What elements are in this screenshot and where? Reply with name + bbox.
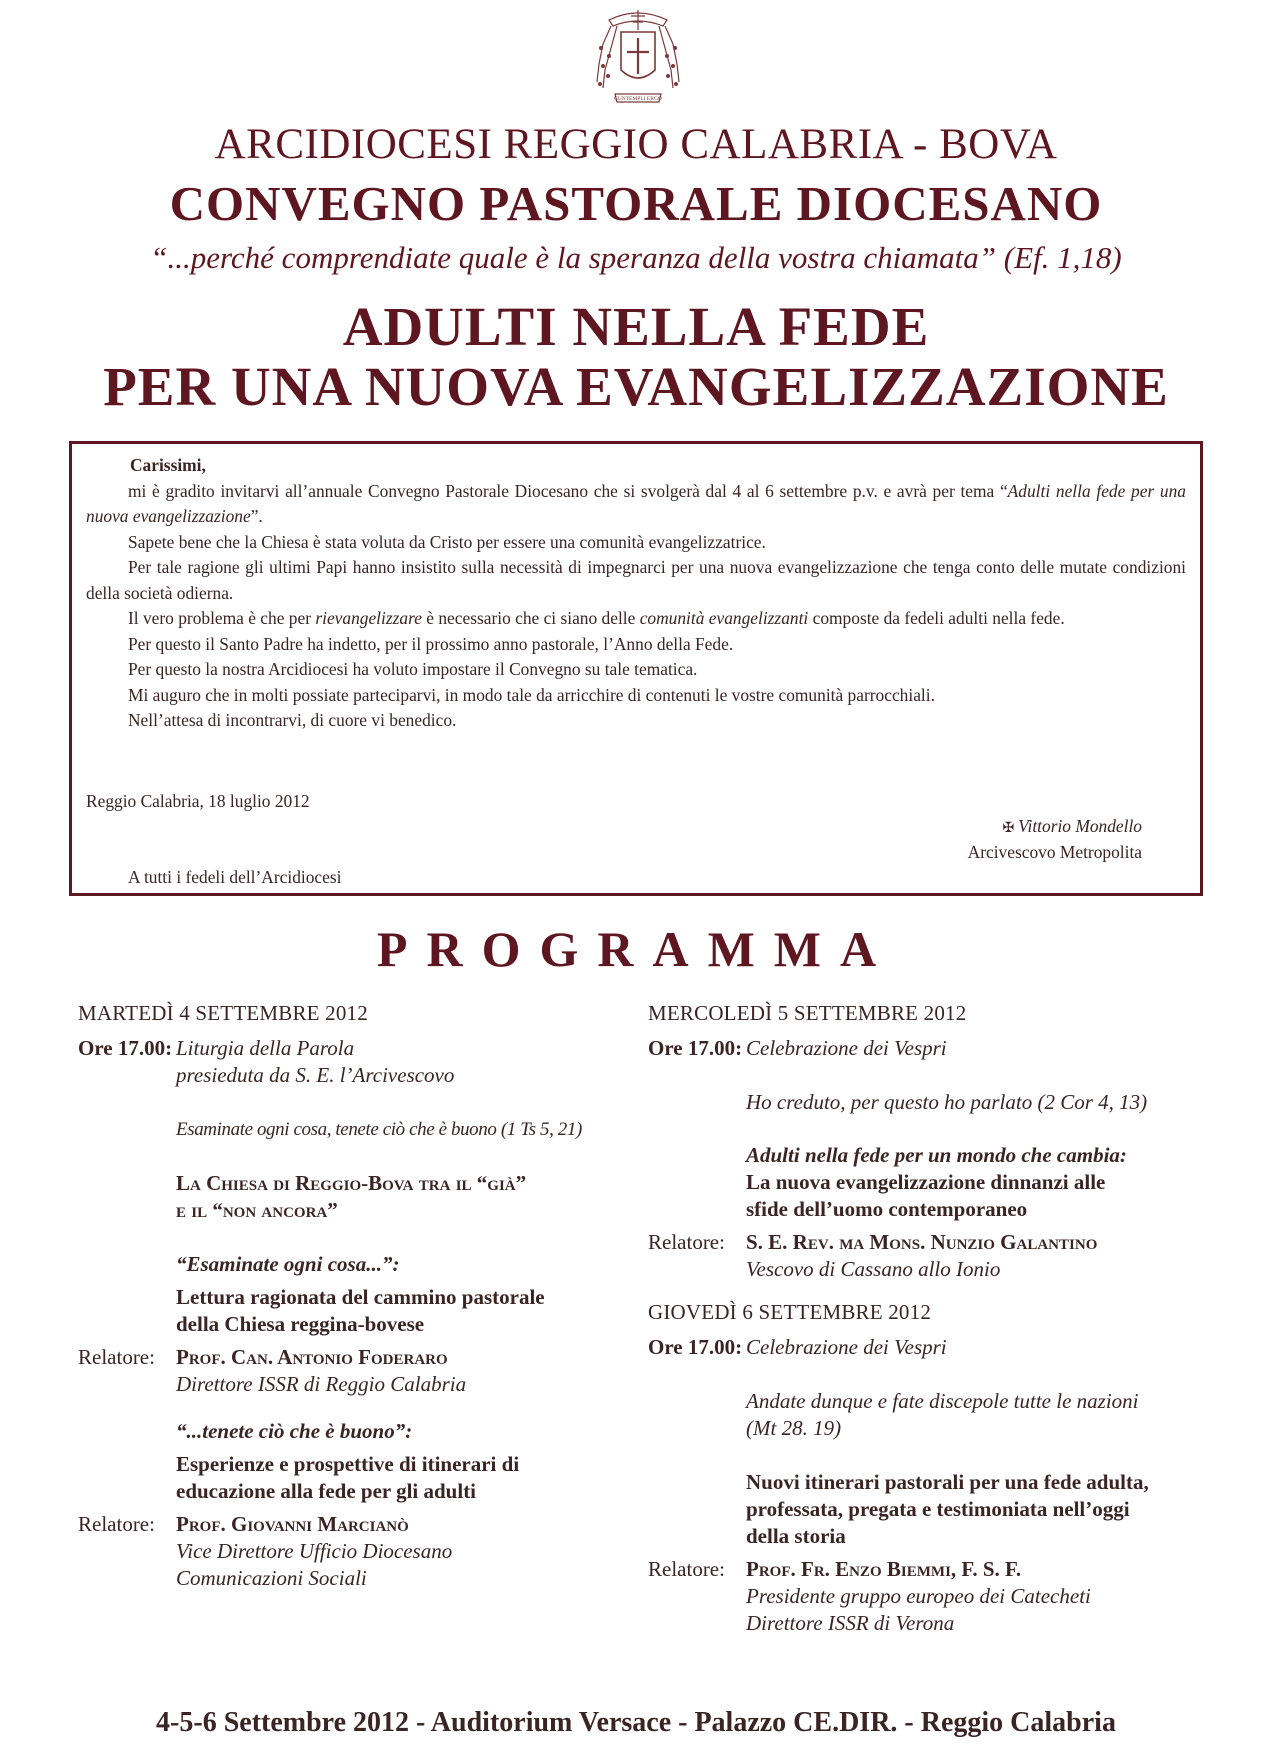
day-heading: GIOVEDÌ 6 SETTEMBRE 2012 xyxy=(648,1300,932,1324)
letter-greeting: Carissimi, xyxy=(130,455,206,475)
speaker-name: Prof. Can. Antonio Foderaro xyxy=(176,1345,448,1369)
speaker-role: Presidente gruppo europeo dei Catecheti xyxy=(746,1584,1091,1608)
vespers-title: Celebrazione dei Vespri xyxy=(746,1036,947,1060)
session-title: “...tenete ciò che è buono”: xyxy=(176,1419,413,1443)
cross-icon: ✠ xyxy=(1002,821,1015,836)
speaker-name: Prof. Giovanni Marcianò xyxy=(176,1512,409,1536)
theme-line: La Chiesa di Reggio-Bova tra il “già” xyxy=(176,1171,527,1195)
bishop-letter xyxy=(69,441,1203,896)
session-title: Adulti nella fede per un mondo che cambia: xyxy=(746,1143,1127,1167)
speaker-role: Direttore ISSR di Verona xyxy=(746,1611,955,1635)
speaker-role: Comunicazioni Sociali xyxy=(176,1566,367,1590)
speaker-label: Relatore: xyxy=(78,1345,155,1369)
speaker-name: Prof. Fr. Enzo Biemmi, F. S. F. xyxy=(746,1557,1022,1581)
speaker-role: Vescovo di Cassano allo Ionio xyxy=(746,1257,1001,1281)
session-line: La nuova evangelizzazione dinnanzi alle xyxy=(746,1170,1106,1194)
verse: (Mt 28. 19) xyxy=(746,1416,842,1440)
theme-line: e il “non ancora” xyxy=(176,1198,338,1222)
liturgy-presider: presieduta da S. E. l’Arcivescovo xyxy=(176,1063,455,1087)
letter-paragraph: Per questo il Santo Padre ha indetto, per il prossimo anno pastorale, l’Anno della Fede. xyxy=(128,633,734,654)
session-line: educazione alla fede per gli adulti xyxy=(176,1479,477,1503)
session-line: Nuovi itinerari pastorali per una fede adulta, xyxy=(746,1470,1149,1494)
time-label: Ore 17.00: xyxy=(78,1036,173,1060)
session-line: professata, pregata e testimoniata nell’oggi xyxy=(746,1497,1130,1521)
speaker-role: Direttore ISSR di Reggio Calabria xyxy=(176,1372,467,1396)
session-line: della Chiesa reggina-bovese xyxy=(176,1312,425,1336)
session-line: della storia xyxy=(746,1524,846,1548)
time-label: Ore 17.00: xyxy=(648,1335,743,1359)
letter-paragraph: Il vero problema è che per rievangelizzare è necessario che ci siano delle comunità evangelizzanti composte da fedeli adulti nella fede. xyxy=(128,608,1065,628)
letter-paragraph: Per tale ragione gli ultimi Papi hanno insistito sulla necessità di impegnarci per una nuova evangelizzazione che tenga conto delle mutate condizioni della società odierna. xyxy=(86,557,1186,603)
event-footer: 4-5-6 Settembre 2012 - Auditorium Versace - Palazzo CE.DIR. - Reggio Calabria xyxy=(156,1707,1116,1738)
vespers-title: Celebrazione dei Vespri xyxy=(746,1335,947,1359)
main-title xyxy=(0,297,1272,417)
letter-paragraph: Sapete bene che la Chiesa è stata voluta da Cristo per essere una comunità evangelizzatrice. xyxy=(128,531,766,552)
signature-name: ✠ Vittorio Mondello xyxy=(1002,816,1142,836)
verse: Ho creduto, per questo ho parlato (2 Cor 4, 13) xyxy=(746,1090,1148,1114)
main-title-line2: PER UNA NUOVA EVANGELIZZAZIONE xyxy=(103,356,1169,417)
day-heading: MERCOLEDÌ 5 SETTEMBRE 2012 xyxy=(648,1001,967,1025)
session-line: Esperienze e prospettive di itinerari di xyxy=(176,1452,520,1476)
programme-day1 xyxy=(78,1000,618,1592)
speaker-label: Relatore: xyxy=(648,1557,725,1581)
verse: Andate dunque e fate discepole tutte le nazioni xyxy=(746,1389,1139,1413)
event-name: CONVEGNO PASTORALE DIOCESANO xyxy=(169,176,1103,231)
diocese-name: ARCIDIOCESI REGGIO CALABRIA - BOVA xyxy=(214,121,1058,168)
liturgy-title: Liturgia della Parola xyxy=(176,1036,355,1060)
programme-day2-day3 xyxy=(648,1000,1208,1637)
letter-paragraph: Per questo la nostra Arcidiocesi ha voluto impostare il Convegno su tale tematica. xyxy=(128,659,698,679)
episcopal-coat-of-arms-icon xyxy=(589,4,687,106)
session-title: “Esaminate ogni cosa...”: xyxy=(176,1252,400,1276)
speaker-name: S. E. Rev. ma Mons. Nunzio Galantino xyxy=(746,1230,1098,1254)
crest-motto: CUNTEMPLI ERGO xyxy=(614,96,662,102)
letter-paragraph: mi è gradito invitarvi all’annuale Convegno Pastorale Diocesano che si svolgerà dal 4 al 6 settembre p.v. e avrà per tema “Adulti nella fede per una nuova evangelizzazione”. xyxy=(86,480,1186,526)
speaker-role: Vice Direttore Ufficio Diocesano xyxy=(176,1539,453,1563)
letter-paragraph: Nell’attesa di incontrarvi, di cuore vi benedico. xyxy=(128,710,457,730)
verse: Esaminate ogni cosa, tenete ciò che è buono (1 Ts 5, 21) xyxy=(176,1119,582,1140)
scripture-quote: “...perché comprendiate quale è la speranza della vostra chiamata” (Ef. 1,18) xyxy=(150,240,1122,275)
letter-addressee: A tutti i fedeli dell’Arcidiocesi xyxy=(128,867,342,887)
main-title-line1: ADULTI NELLA FEDE xyxy=(342,296,930,357)
day-heading: MARTEDÌ 4 SETTEMBRE 2012 xyxy=(78,1001,368,1025)
time-label: Ore 17.00: xyxy=(648,1036,743,1060)
speaker-label: Relatore: xyxy=(648,1230,725,1254)
letter-paragraph: Mi auguro che in molti possiate parteciparvi, in modo tale da arricchire di contenuti le vostre comunità parrocchiali. xyxy=(128,684,935,705)
letter-date: Reggio Calabria, 18 luglio 2012 xyxy=(86,791,310,811)
session-line: sfide dell’uomo contemporaneo xyxy=(746,1197,1028,1221)
speaker-label: Relatore: xyxy=(78,1512,155,1536)
signature-role: Arcivescovo Metropolita xyxy=(967,842,1142,862)
session-line: Lettura ragionata del cammino pastorale xyxy=(176,1285,545,1309)
programma-heading: PROGRAMMA xyxy=(376,921,896,977)
